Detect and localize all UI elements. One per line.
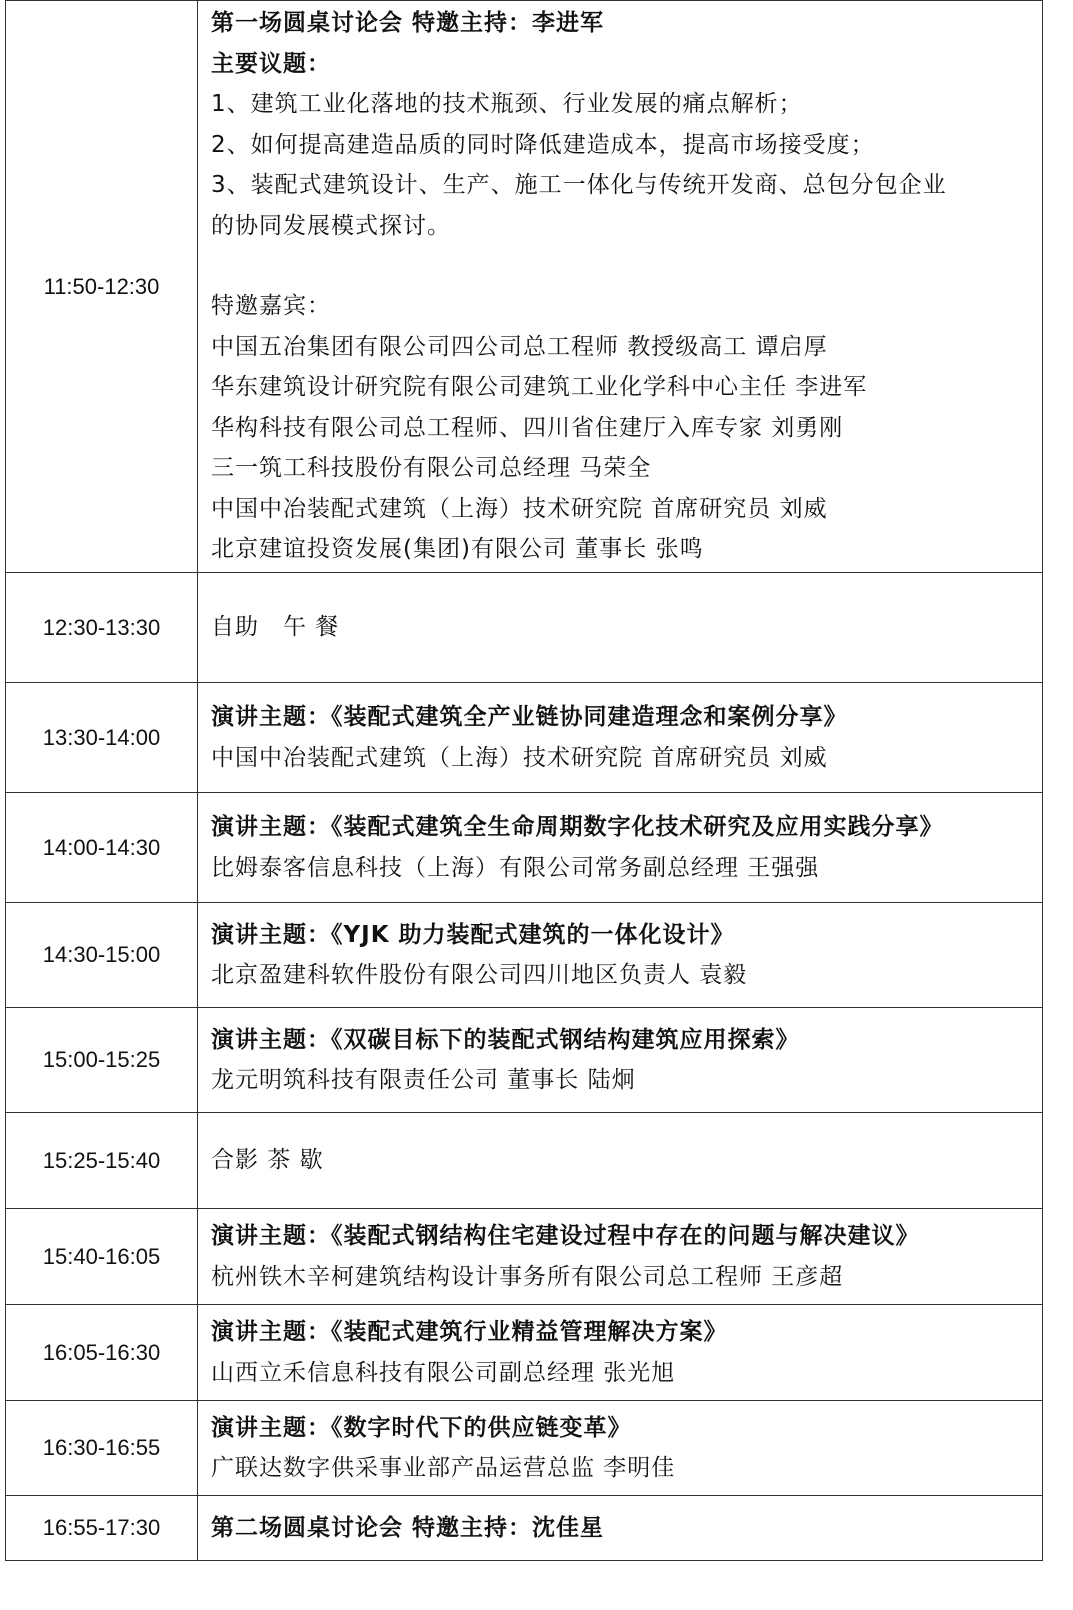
session-detail: 中国中冶装配式建筑（上海）技术研究院 首席研究员 刘威 [211, 744, 828, 771]
session-content [198, 1401, 1043, 1496]
time-slot: 12:30-13:30 [6, 573, 198, 683]
time-slot: 15:40-16:05 [6, 1209, 198, 1305]
session-title: 演讲主题：《数字时代下的供应链变革》 [211, 1414, 632, 1441]
session-detail: 广联达数字供采事业部产品运营总监 李明佳 [211, 1455, 676, 1481]
session-content [198, 1305, 1043, 1401]
session-detail: 中国中冶装配式建筑（上海）技术研究院 首席研究员 刘威 [211, 495, 828, 522]
session-detail: 华东建筑设计研究院有限公司建筑工业化学科中心主任 李进军 [211, 374, 868, 401]
session-detail: 自助 午 餐 [211, 614, 340, 641]
session-detail: 北京建谊投资发展(集团)有限公司 董事长 张鸣 [211, 536, 704, 563]
session-title: 演讲主题：《装配式建筑全生命周期数字化技术研究及应用实践分享》 [211, 814, 944, 840]
session-detail: 3、装配式建筑设计、生产、施工一体化与传统开发商、总包分包企业 [211, 172, 947, 199]
agenda-row [6, 1496, 1043, 1561]
session-detail: 华构科技有限公司总工程师、四川省住建厅入库专家 刘勇刚 [211, 414, 844, 441]
session-title: 演讲主题：《装配式建筑全产业链协同建造理念和案例分享》 [211, 704, 848, 730]
session-content [198, 683, 1043, 793]
time-slot: 13:30-14:00 [6, 683, 198, 793]
agenda-row [6, 573, 1043, 683]
session-detail [211, 246, 1042, 286]
session-content [198, 903, 1043, 1008]
agenda-row [6, 1209, 1043, 1305]
agenda-row [6, 1008, 1043, 1113]
session-content [198, 1008, 1043, 1113]
agenda-row [6, 683, 1043, 793]
session-title: 第二场圆桌讨论会 特邀主持：沈佳星 [211, 1514, 605, 1541]
session-content [198, 1113, 1043, 1209]
time-slot: 16:30-16:55 [6, 1401, 198, 1496]
session-detail: 特邀嘉宾： [211, 293, 331, 320]
agenda-row [6, 1401, 1043, 1496]
time-slot: 11:50-12:30 [6, 1, 198, 573]
session-title: 演讲主题：《双碳目标下的装配式钢结构建筑应用探索》 [211, 1026, 800, 1053]
session-title: 演讲主题：《YJK 助力装配式建筑的一体化设计》 [211, 921, 735, 948]
session-content [198, 573, 1043, 683]
time-slot: 14:30-15:00 [6, 903, 198, 1008]
session-detail: 1、建筑工业化落地的技术瓶颈、行业发展的痛点解析； [211, 91, 803, 118]
time-slot: 16:55-17:30 [6, 1496, 198, 1561]
session-detail: 中国五冶集团有限公司四公司总工程师 教授级高工 谭启厚 [211, 333, 828, 360]
agenda-row [6, 1, 1043, 573]
session-detail: 龙元明筑科技有限责任公司 董事长 陆炯 [211, 1067, 636, 1093]
agenda-row [6, 793, 1043, 903]
session-detail: 合影 茶 歇 [211, 1147, 324, 1174]
agenda-table [5, 0, 1043, 1561]
session-detail: 北京盈建科软件股份有限公司四川地区负责人 袁毅 [211, 962, 748, 988]
session-detail: 比姆泰客信息科技（上海）有限公司常务副总经理 王强强 [211, 854, 820, 881]
session-content [198, 793, 1043, 903]
session-detail: 山西立禾信息科技有限公司副总经理 张光旭 [211, 1359, 676, 1386]
session-content [198, 1, 1043, 573]
session-title: 演讲主题：《装配式建筑行业精益管理解决方案》 [211, 1319, 728, 1345]
time-slot: 14:00-14:30 [6, 793, 198, 903]
session-detail: 的协同发展模式探讨。 [211, 212, 451, 239]
time-slot: 15:25-15:40 [6, 1113, 198, 1209]
session-title: 演讲主题：《装配式钢结构住宅建设过程中存在的问题与解决建议》 [211, 1223, 920, 1249]
session-content [198, 1209, 1043, 1305]
session-detail: 三一筑工科技股份有限公司总经理 马荣全 [211, 455, 652, 482]
agenda-row [6, 903, 1043, 1008]
agenda-row [6, 1113, 1043, 1209]
session-title: 第一场圆桌讨论会 特邀主持：李进军 [211, 10, 605, 37]
session-title: 主要议题： [211, 50, 331, 77]
time-slot: 15:00-15:25 [6, 1008, 198, 1113]
session-content [198, 1496, 1043, 1561]
session-detail: 2、如何提高建造品质的同时降低建造成本，提高市场接受度； [211, 131, 875, 158]
session-detail: 杭州铁木辛柯建筑结构设计事务所有限公司总工程师 王彦超 [211, 1263, 844, 1290]
agenda-row [6, 1305, 1043, 1401]
time-slot: 16:05-16:30 [6, 1305, 198, 1401]
